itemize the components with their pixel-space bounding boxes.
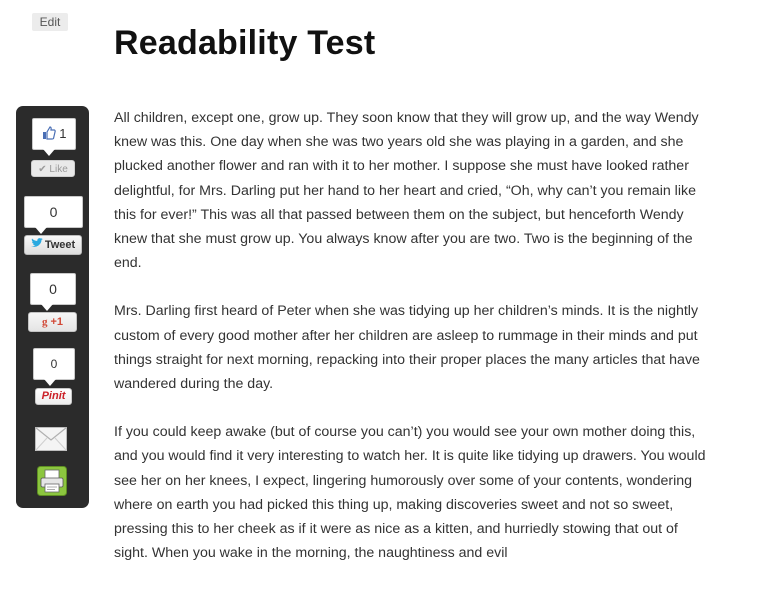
facebook-like-count <box>32 118 76 150</box>
tweet-button[interactable] <box>24 235 82 255</box>
twitter-count: 0 <box>24 196 83 228</box>
share-bar <box>16 106 89 508</box>
google-plus-one-button[interactable] <box>28 312 77 332</box>
article-body <box>114 106 714 589</box>
article-paragraph: Mrs. Darling first heard of Peter when she was tidying up her children’s minds. It is the nightly custom of every good mother after her children are asleep to rummage in their minds and put things straight for next morning, repacking into their proper places the many articles that have wandered during the day. <box>114 303 700 393</box>
printer-icon[interactable] <box>37 466 67 496</box>
tweet-label: Tweet <box>44 239 76 251</box>
facebook-like-button[interactable] <box>31 160 75 177</box>
envelope-icon[interactable] <box>35 424 67 454</box>
facebook-like-label: Like <box>49 164 68 175</box>
google-plus-count: 0 <box>30 273 76 305</box>
check-icon: ✔ <box>38 164 47 175</box>
thumbs-up-icon <box>42 126 60 141</box>
pinterest-count: 0 <box>33 348 75 380</box>
article-paragraph: All children, except one, grow up. They soon know that they will grow up, and the way Wendy knew was this. One day when she was two years old she was playing in a garden, and she plucked another flower and ran with it to her mother. I suppose she must have looked rather delightful, for Mrs. Darling put her hand to her heart and cried, “Oh, why can’t you remain like this for ever!” This was all that passed between them on the subject, but henceforth Wendy knew that she must grow up. You always know after you are two. Two is the beginning of the end. <box>114 110 699 272</box>
twitter-bird-icon <box>31 236 43 254</box>
plus-one-label: +1 <box>50 316 64 328</box>
pinterest-pin-it-button[interactable]: Pinit <box>35 388 72 405</box>
edit-button[interactable]: Edit <box>32 13 68 31</box>
article-paragraph: If you could keep awake (but of course you can’t) you would see your own mother doing this, and you would find it very interesting to watch her. It is quite like tidying up drawers. You would see her on her knees, I expect, lingering humorously over some of your contents, wondering where on earth you had picked this thing up, making discoveries sweet and not so sweet, pressing this to her cheek as if it were as nice as a kitten, and hurriedly stowing that out of sight. When you wake in the morning, the naughtiness and evil <box>114 424 706 562</box>
facebook-count-value: 1 <box>59 126 67 141</box>
google-g-icon: g <box>41 316 48 328</box>
page-title: Readability Test <box>114 24 376 62</box>
